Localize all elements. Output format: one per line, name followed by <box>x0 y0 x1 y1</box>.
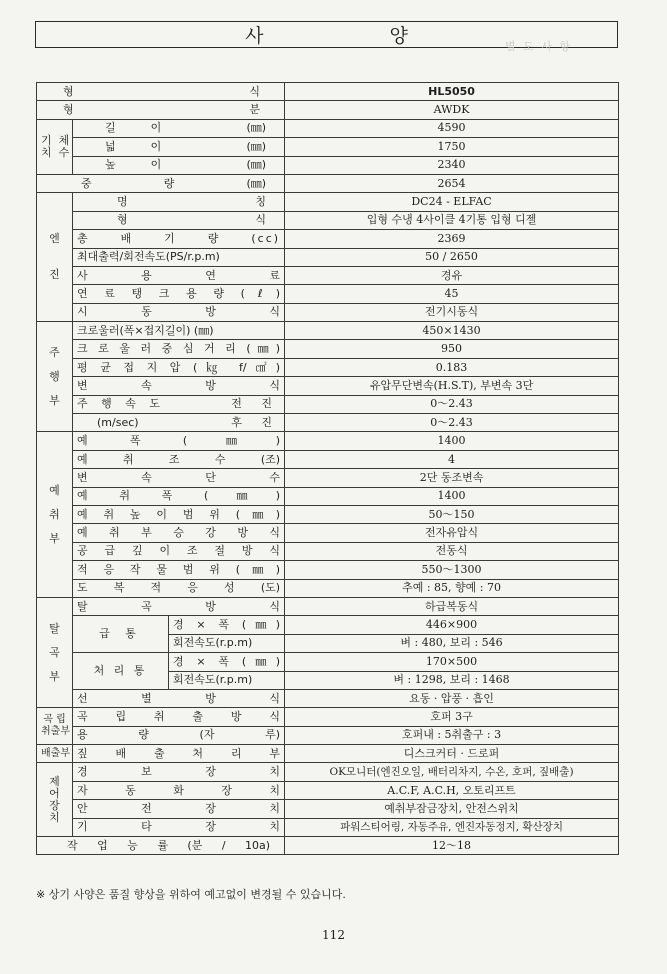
category-grain-collection: 곡 립 취출부 <box>37 708 73 745</box>
table-row: 회전속도(r.p.m) 벼 : 1298, 보리 : 1468 <box>37 671 619 689</box>
table-row: 탈 곡 부 탈 곡 방 식 하급복동식 <box>37 597 619 615</box>
category-reaping: 예 취 부 <box>37 432 73 598</box>
table-row: 예 취 폭 (㎜) 1400 <box>37 487 619 505</box>
table-row: 크 로 울 러 중 심 거 리 (㎜) 950 <box>37 340 619 358</box>
table-row: 넓 이 (㎜) 1750 <box>37 138 619 156</box>
table-row: 회전속도(r.p.m) 벼 : 480, 보리 : 546 <box>37 634 619 652</box>
table-row: 시 동 방 식 전기시동식 <box>37 303 619 321</box>
table-row: 변 속 단 수 2단 동조변속 <box>37 469 619 487</box>
table-row: (m/sec) 후 진 0～2.43 <box>37 414 619 432</box>
category-threshing: 탈 곡 부 <box>37 597 73 707</box>
header-label-left: 형 <box>63 84 74 98</box>
table-row: 주 행 부 크로울러(폭×접지길이) (㎜) 450×1430 <box>37 322 619 340</box>
table-row: 자 동 화 장 치 A.C.F, A.C.H, 오토리프트 <box>37 781 619 799</box>
table-row: 엔 진 명 칭 DC24 - ELFAC <box>37 193 619 211</box>
table-row: 주 행 속 도 전 진 0～2.43 <box>37 395 619 413</box>
table-row: 선 별 방 식 요동 · 압풍 · 흡인 <box>37 689 619 707</box>
category-control: 제 어 장 치 <box>37 763 73 837</box>
page-title: 사 양 <box>35 21 618 48</box>
table-row: 변 속 방 식 유압무단변속(H.S.T), 부변속 3단 <box>37 377 619 395</box>
subcategory-processing: 처 리 통 <box>73 653 169 690</box>
category-dimensions: 기 체 치 수 <box>37 119 73 174</box>
category-engine: 엔 진 <box>37 193 73 322</box>
table-row: 예 취 부 예 폭 (㎜) 1400 <box>37 432 619 450</box>
table-row: 곡 립 취출부 곡 립 취 출 방 식 호퍼 3구 <box>37 708 619 726</box>
page-number: 112 <box>322 928 345 942</box>
table-row: 높 이 (㎜) 2340 <box>37 156 619 174</box>
faint-mark: 별 도 사 항 <box>505 40 572 53</box>
category-travel: 주 행 부 <box>37 322 73 432</box>
table-header-row <box>37 83 619 101</box>
footnote: ※ 상기 사양은 품질 향상을 위하여 예고없이 변경될 수 있습니다. <box>36 888 346 901</box>
table-row: 작 업 능 률 (분 / 10a) 12～18 <box>37 837 619 855</box>
model-value: HL5050 <box>285 83 619 101</box>
header-label-right: 식 <box>249 84 261 98</box>
table-row: 예 취 부 승 강 방 식 전자유압식 <box>37 524 619 542</box>
table-row: 형 분 AWDK <box>37 101 619 119</box>
subcategory-supply: 급 통 <box>73 616 169 653</box>
table-row: 형 식 입형 수냉 4사이클 4기통 입형 디젤 <box>37 211 619 229</box>
table-row: 제 어 장 치 경 보 장 치 OK모니터(엔진오일, 배터리차지, 수온, 호퍼, 짚배출) <box>37 763 619 781</box>
table-row: 공 급 깊 이 조 절 방 식 전동식 <box>37 542 619 560</box>
table-row: 도 복 적 응 성 (도) 추예 : 85, 향예 : 70 <box>37 579 619 597</box>
spec-table <box>36 82 619 855</box>
table-row: 용 량 (자 루) 호퍼내 : 5취출구 : 3 <box>37 726 619 744</box>
table-row: 급 통 경 × 폭 (㎜) 446×900 <box>37 616 619 634</box>
table-row: 기 체 치 수 길 이 (㎜) 4590 <box>37 119 619 137</box>
table-row: 처 리 통 경 × 폭 (㎜) 170×500 <box>37 653 619 671</box>
table-row: 예 취 조 수 (조) 4 <box>37 450 619 468</box>
table-row: 평 균 접 지 압 (㎏ f/㎠) 0.183 <box>37 358 619 376</box>
table-row: 적 응 작 물 범 위 (㎜) 550～1300 <box>37 561 619 579</box>
table-row: 안 전 장 치 예취부잠금장치, 안전스위치 <box>37 800 619 818</box>
table-row: 총 배 기 량 (cc) 2369 <box>37 230 619 248</box>
table-row: 최대출력/회전속도(PS/r.p.m) 50 / 2650 <box>37 248 619 266</box>
table-row: 중 량 (㎜) 2654 <box>37 174 619 192</box>
table-row: 예 취 높 이 범 위 (㎜) 50～150 <box>37 505 619 523</box>
table-row: 연 료 탱 크 용 량 (ℓ) 45 <box>37 285 619 303</box>
table-row: 기 타 장 치 파워스티어링, 자동주유, 엔진자동정지, 확산장치 <box>37 818 619 836</box>
table-row: 사 용 연 료 경유 <box>37 266 619 284</box>
category-discharge: 배출부 <box>37 745 73 763</box>
table-row: 배출부 짚 배 출 처 리 부 디스크커터 · 드로퍼 <box>37 745 619 763</box>
